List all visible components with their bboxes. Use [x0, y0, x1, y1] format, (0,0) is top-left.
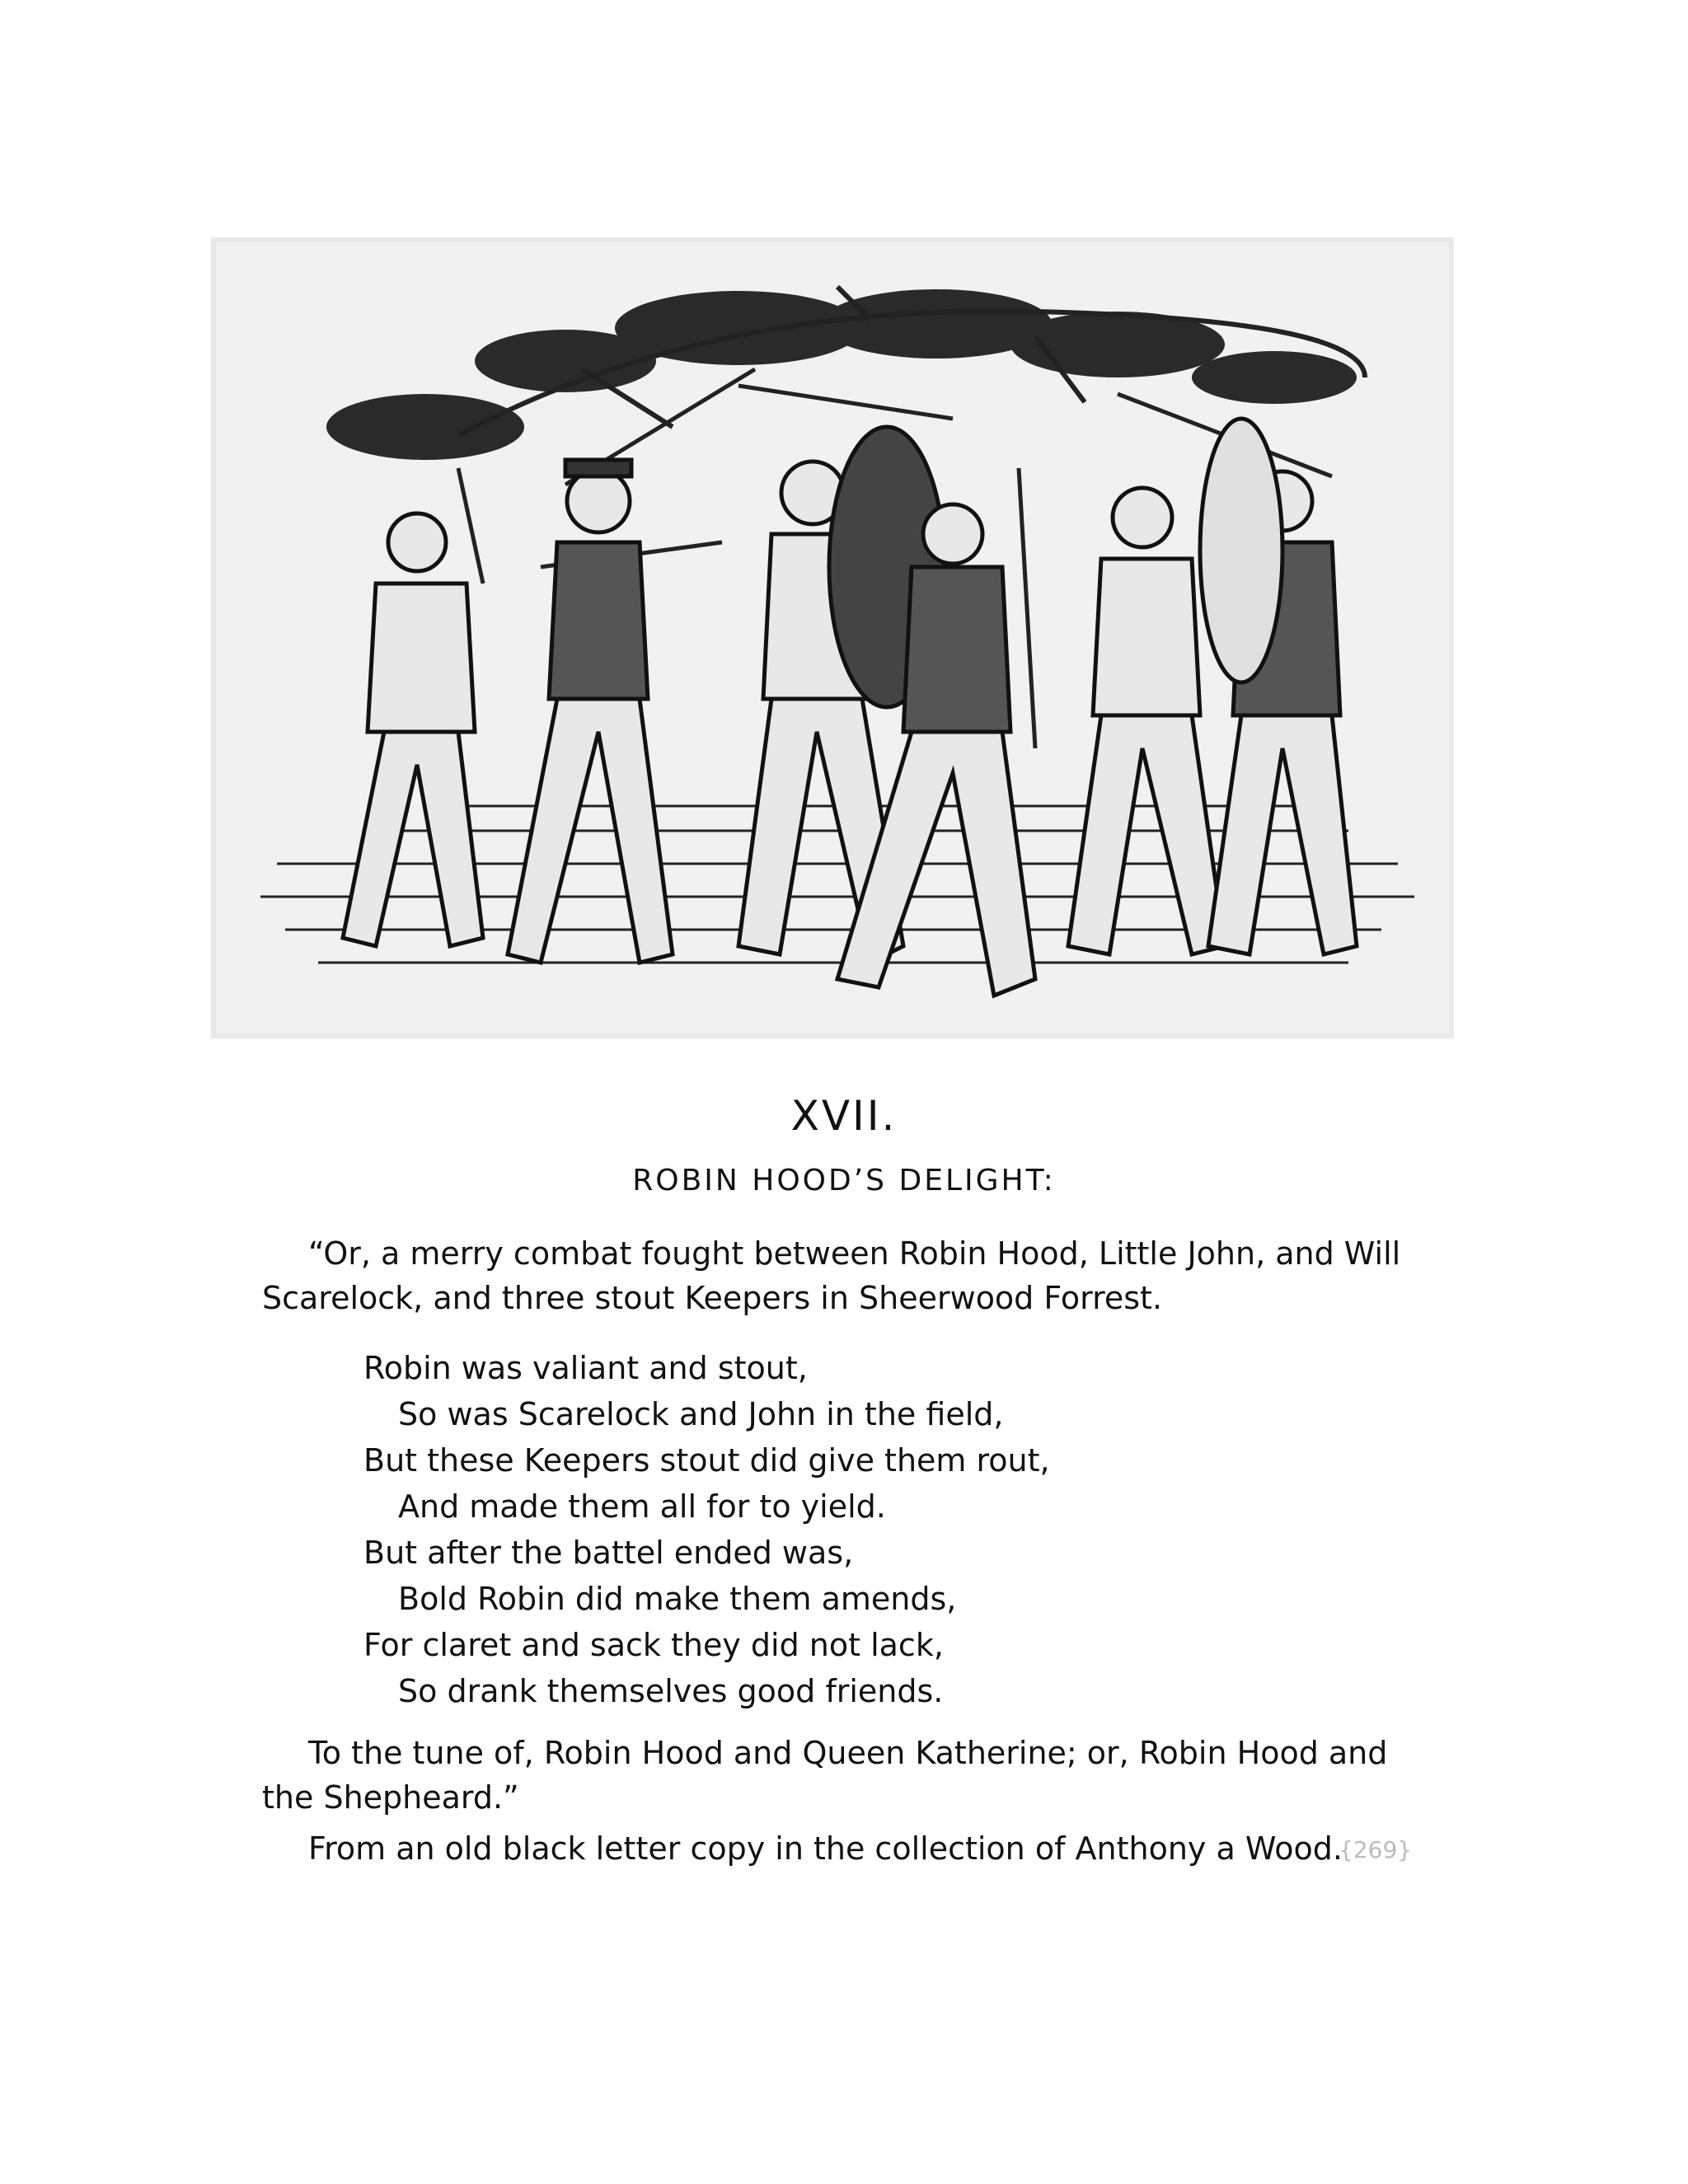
verse-line: But after the battel ended was,: [363, 1535, 854, 1571]
verse-line: So drank themselves good friends.: [398, 1673, 944, 1709]
woodcut-illustration: [211, 237, 1454, 1038]
source-note: [262, 1826, 1416, 1871]
verse-line: But these Keepers stout did give them rout,: [363, 1442, 1050, 1479]
verse-line: For claret and sack they did not lack,: [363, 1627, 944, 1663]
verse-line: Bold Robin did make them amends,: [398, 1581, 957, 1617]
verse-block: [363, 1345, 1050, 1714]
page-number: {269}: [1339, 1836, 1413, 1863]
verse-line: So was Scarelock and John in the field,: [398, 1396, 1004, 1432]
verse-line: And made them all for to yield.: [398, 1488, 886, 1525]
verse-line: Robin was valiant and stout,: [363, 1350, 808, 1386]
tune-paragraph: To the tune of, Robin Hood and Queen Katherine; or, Robin Hood and the Shepheard.”: [262, 1735, 1388, 1816]
combat-woodcut-image: [211, 237, 1454, 1038]
chapter-title: ROBIN HOOD’S DELIGHT:: [632, 1164, 1056, 1197]
subtitle-paragraph: “Or, a merry combat fought between Robin Hood, Little John, and Will Scarelock, and three stout Keepers in Sheerwood Forrest.: [262, 1235, 1401, 1316]
source-paragraph: From an old black letter copy in the collection of Anthony a Wood.: [308, 1830, 1343, 1867]
tune-note: [262, 1731, 1416, 1820]
chapter-number: XVII.: [790, 1092, 898, 1140]
ballad-subtitle: [262, 1231, 1416, 1320]
